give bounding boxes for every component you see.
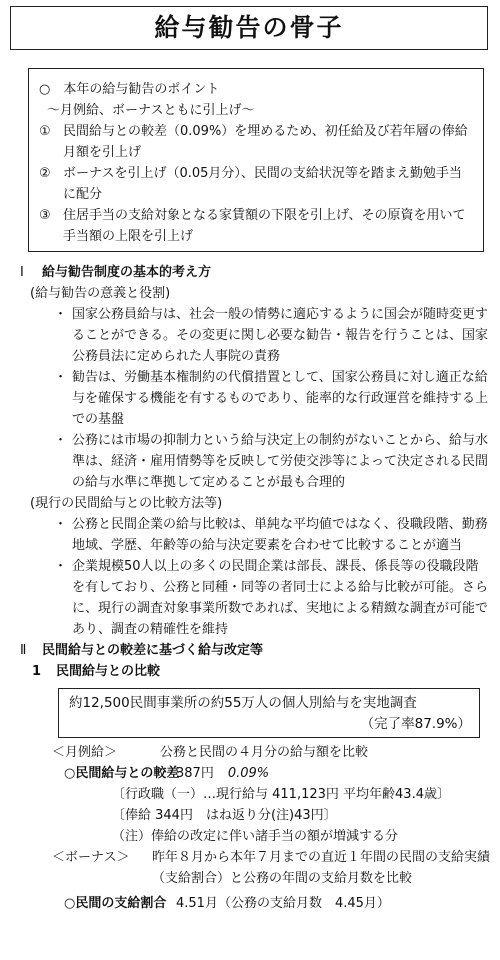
ratio-text: 4.51月（公務の支給月数 4.45月） (176, 896, 390, 911)
point-item-1 (39, 121, 473, 163)
key-points-box (28, 68, 484, 252)
subsection-label: (現行の民間給与との比較方法等) (30, 496, 223, 511)
bullet-item: ・ 企業規模50人以上の多くの民間企業は部長、課長、係長等の役職段階を有しており、公務と同種・同等の者同士による給与比較が可能。さらに、現行の調査対象事業所数であれば、実地による精緻な調査が可能であり、調査の精確性を維持 (20, 556, 490, 640)
point-item-2 (39, 163, 473, 205)
bullet-text: 勧告は、労働基本権制約の代償措置として、国家公務員に対し適正な給与を確保する機能を有するものであり、能率的な行政運営を維持する上での基盤 (72, 370, 489, 427)
bullet-text: 公務には市場の抑制力という給与決定上の制約がないことから、給与水準は、経済・雇用情勢等を反映して労使交渉等によって決定される民間の給与水準に準拠して定めることが最も合理的 (72, 433, 489, 490)
bullet-text: 公務と民間企業の給与比較は、単純な平均値ではなく、役職段階、勤務地域、学歴、年齢等の給与決定要素を合わせて比較することが適当 (72, 517, 488, 553)
section-heading-2 (20, 640, 490, 661)
points-heading (39, 79, 473, 100)
bullet-item: ・ 勧告は、労働基本権制約の代償措置として、国家公務員に対し適正な給与を確保する機能を有するものであり、能率的な行政運営を維持する上での基盤 (20, 367, 490, 430)
circle-mark: ○ (39, 82, 51, 97)
monthly-row (20, 742, 490, 763)
subsection-number: 1 (32, 664, 42, 679)
survey-line: 約12,500民間事業所の約55万人の個人別給与を実地調査 (69, 695, 417, 711)
monthly-label: ＜月例給＞ (52, 745, 118, 760)
breakdown-row: 〔俸給 344円 はね返り分(注)43円〕 (112, 808, 337, 823)
section-heading-1 (20, 262, 490, 283)
subsection-heading (20, 661, 490, 682)
subsection-title: 民間給与との比較 (56, 664, 161, 679)
bonus-text: 昨年８月から本年７月までの直近１年間の民間の支給実績（支給割合）と公務の年間の支給月数を比較 (152, 850, 491, 886)
diff-amount: 387円 (176, 766, 214, 781)
monthly-text: 公務と民間の４月分の給与額を比較 (160, 745, 369, 760)
ratio-row (20, 893, 490, 914)
diff-row (20, 763, 490, 784)
section-title: 民間給与との較差に基づく給与改定等 (42, 643, 264, 658)
ratio-label: ○民間の支給割合 (64, 896, 167, 911)
bonus-label: ＜ボーナス＞ (52, 850, 130, 865)
point-text: ボーナスを引上げ（0.05月分）、民間の支給状況等を踏まえ勤勉手当に配分 (63, 166, 462, 202)
points-heading-text: 本年の給与勧告のポイント (63, 82, 220, 97)
point-text: 住居手当の支給対象となる家賃額の下限を引上げ、その原資を用いて手当額の上限を引上げ (63, 208, 466, 244)
point-number: ① (39, 124, 51, 139)
section-number: Ⅱ (20, 643, 27, 658)
completion-rate: （完了率87.9%） (360, 716, 471, 732)
bullet-item: ・ 公務には市場の抑制力という給与決定上の制約がないことから、給与水準は、経済・雇用情勢等を反映して労使交渉等によって決定される民間の給与水準に準拠して定めることが最も合理的 (20, 430, 490, 493)
main-content (20, 262, 490, 914)
bonus-row (20, 847, 490, 889)
point-text: 民間給与との較差（0.09%）を埋めるため、初任給及び若年層の俸給月額を引上げ (63, 124, 468, 160)
bullet-item: ・ 公務と民間企業の給与比較は、単純な平均値ではなく、役職段階、勤務地域、学歴、年齢等の給与決定要素を合わせて比較することが適当 (20, 514, 490, 556)
bullet-text: 国家公務員給与は、社会一般の情勢に適応するように国会が随時変更することができる。その変更に関し必要な勧告・報告を行うことは、国家公務員法に定められた人事院の責務 (72, 307, 489, 364)
section-title: 給与勧告制度の基本的考え方 (42, 265, 212, 280)
diff-label: ○民間給与との較差 (64, 766, 180, 781)
subsection-label: (給与勧告の意義と役割) (30, 286, 171, 301)
point-number: ② (39, 166, 51, 181)
survey-box (58, 688, 480, 738)
note-row: （注）俸給の改定に伴い諸手当の額が増減する分 (112, 829, 399, 844)
diff-percent: 0.09% (227, 766, 270, 781)
gyosei-row: 〔行政職（一）…現行給与 411,123円 平均年齢43.4歳〕 (112, 787, 450, 802)
point-number: ③ (39, 208, 51, 223)
page-title: 給与勧告の骨子 (10, 6, 488, 50)
points-subtitle: ～月例給、ボーナスともに引上げ～ (47, 103, 255, 118)
bullet-text: 企業規模50人以上の多くの民間企業は部長、課長、係長等の役職段階を有しており、公務と同種・同等の者同士による給与比較が可能。さらに、現行の調査対象事業所数であれば、実地による精緻な調査が可能であり、調査の精確性を維持 (72, 559, 489, 637)
bullet-item: ・ 国家公務員給与は、社会一般の情勢に適応するように国会が随時変更することができる。その変更に関し必要な勧告・報告を行うことは、国家公務員法に定められた人事院の責務 (20, 304, 490, 367)
point-item-3 (39, 205, 473, 247)
section-number: Ⅰ (20, 265, 24, 280)
